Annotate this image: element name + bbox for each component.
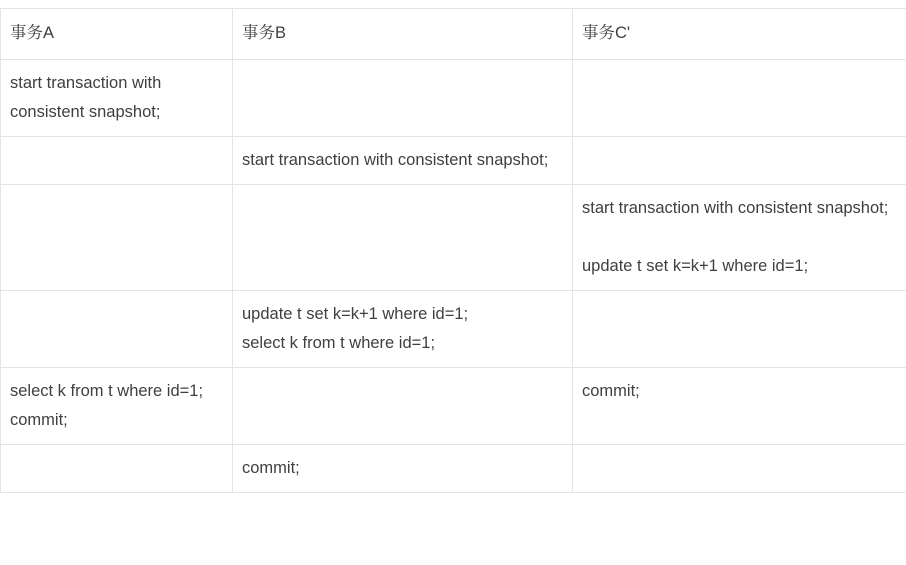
table-body [1, 60, 906, 493]
cell-transaction-b [233, 291, 573, 368]
statement-line: start transaction with consistent snapshot; [10, 74, 162, 121]
cell-transaction-c [573, 445, 906, 493]
table-row [1, 185, 906, 291]
statement-line: select k from t where id=1; [10, 382, 204, 400]
cell-transaction-a [1, 185, 233, 291]
statement-line: select k from t where id=1; [242, 334, 436, 352]
table-row [1, 291, 906, 368]
statement-line: commit; [582, 382, 640, 400]
transaction-table [0, 8, 906, 493]
table-row [1, 60, 906, 137]
table-row [1, 368, 906, 445]
cell-transaction-a [1, 445, 233, 493]
table-header-row [1, 9, 906, 60]
statement-line: commit; [242, 459, 300, 477]
cell-transaction-b [233, 60, 573, 137]
cell-transaction-b [233, 445, 573, 493]
statement-line: start transaction with consistent snapshot; [582, 199, 889, 217]
cell-transaction-a [1, 60, 233, 137]
cell-transaction-c [573, 185, 906, 291]
column-header-transaction-a: 事务A [1, 9, 233, 60]
cell-transaction-b [233, 137, 573, 185]
cell-transaction-c [573, 137, 906, 185]
column-header-transaction-c: 事务C' [573, 9, 906, 60]
table-row [1, 137, 906, 185]
column-header-transaction-b: 事务B [233, 9, 573, 60]
statement-line: start transaction with consistent snapshot; [242, 151, 549, 169]
statement-line: update t set k=k+1 where id=1; [582, 257, 809, 275]
cell-transaction-a [1, 137, 233, 185]
statement-line: commit; [10, 411, 68, 429]
cell-transaction-c [573, 60, 906, 137]
cell-transaction-a [1, 368, 233, 445]
statement-line: update t set k=k+1 where id=1; [242, 305, 469, 323]
cell-transaction-c [573, 368, 906, 445]
cell-transaction-b [233, 368, 573, 445]
cell-transaction-a [1, 291, 233, 368]
table-row [1, 445, 906, 493]
cell-transaction-b [233, 185, 573, 291]
cell-transaction-c [573, 291, 906, 368]
